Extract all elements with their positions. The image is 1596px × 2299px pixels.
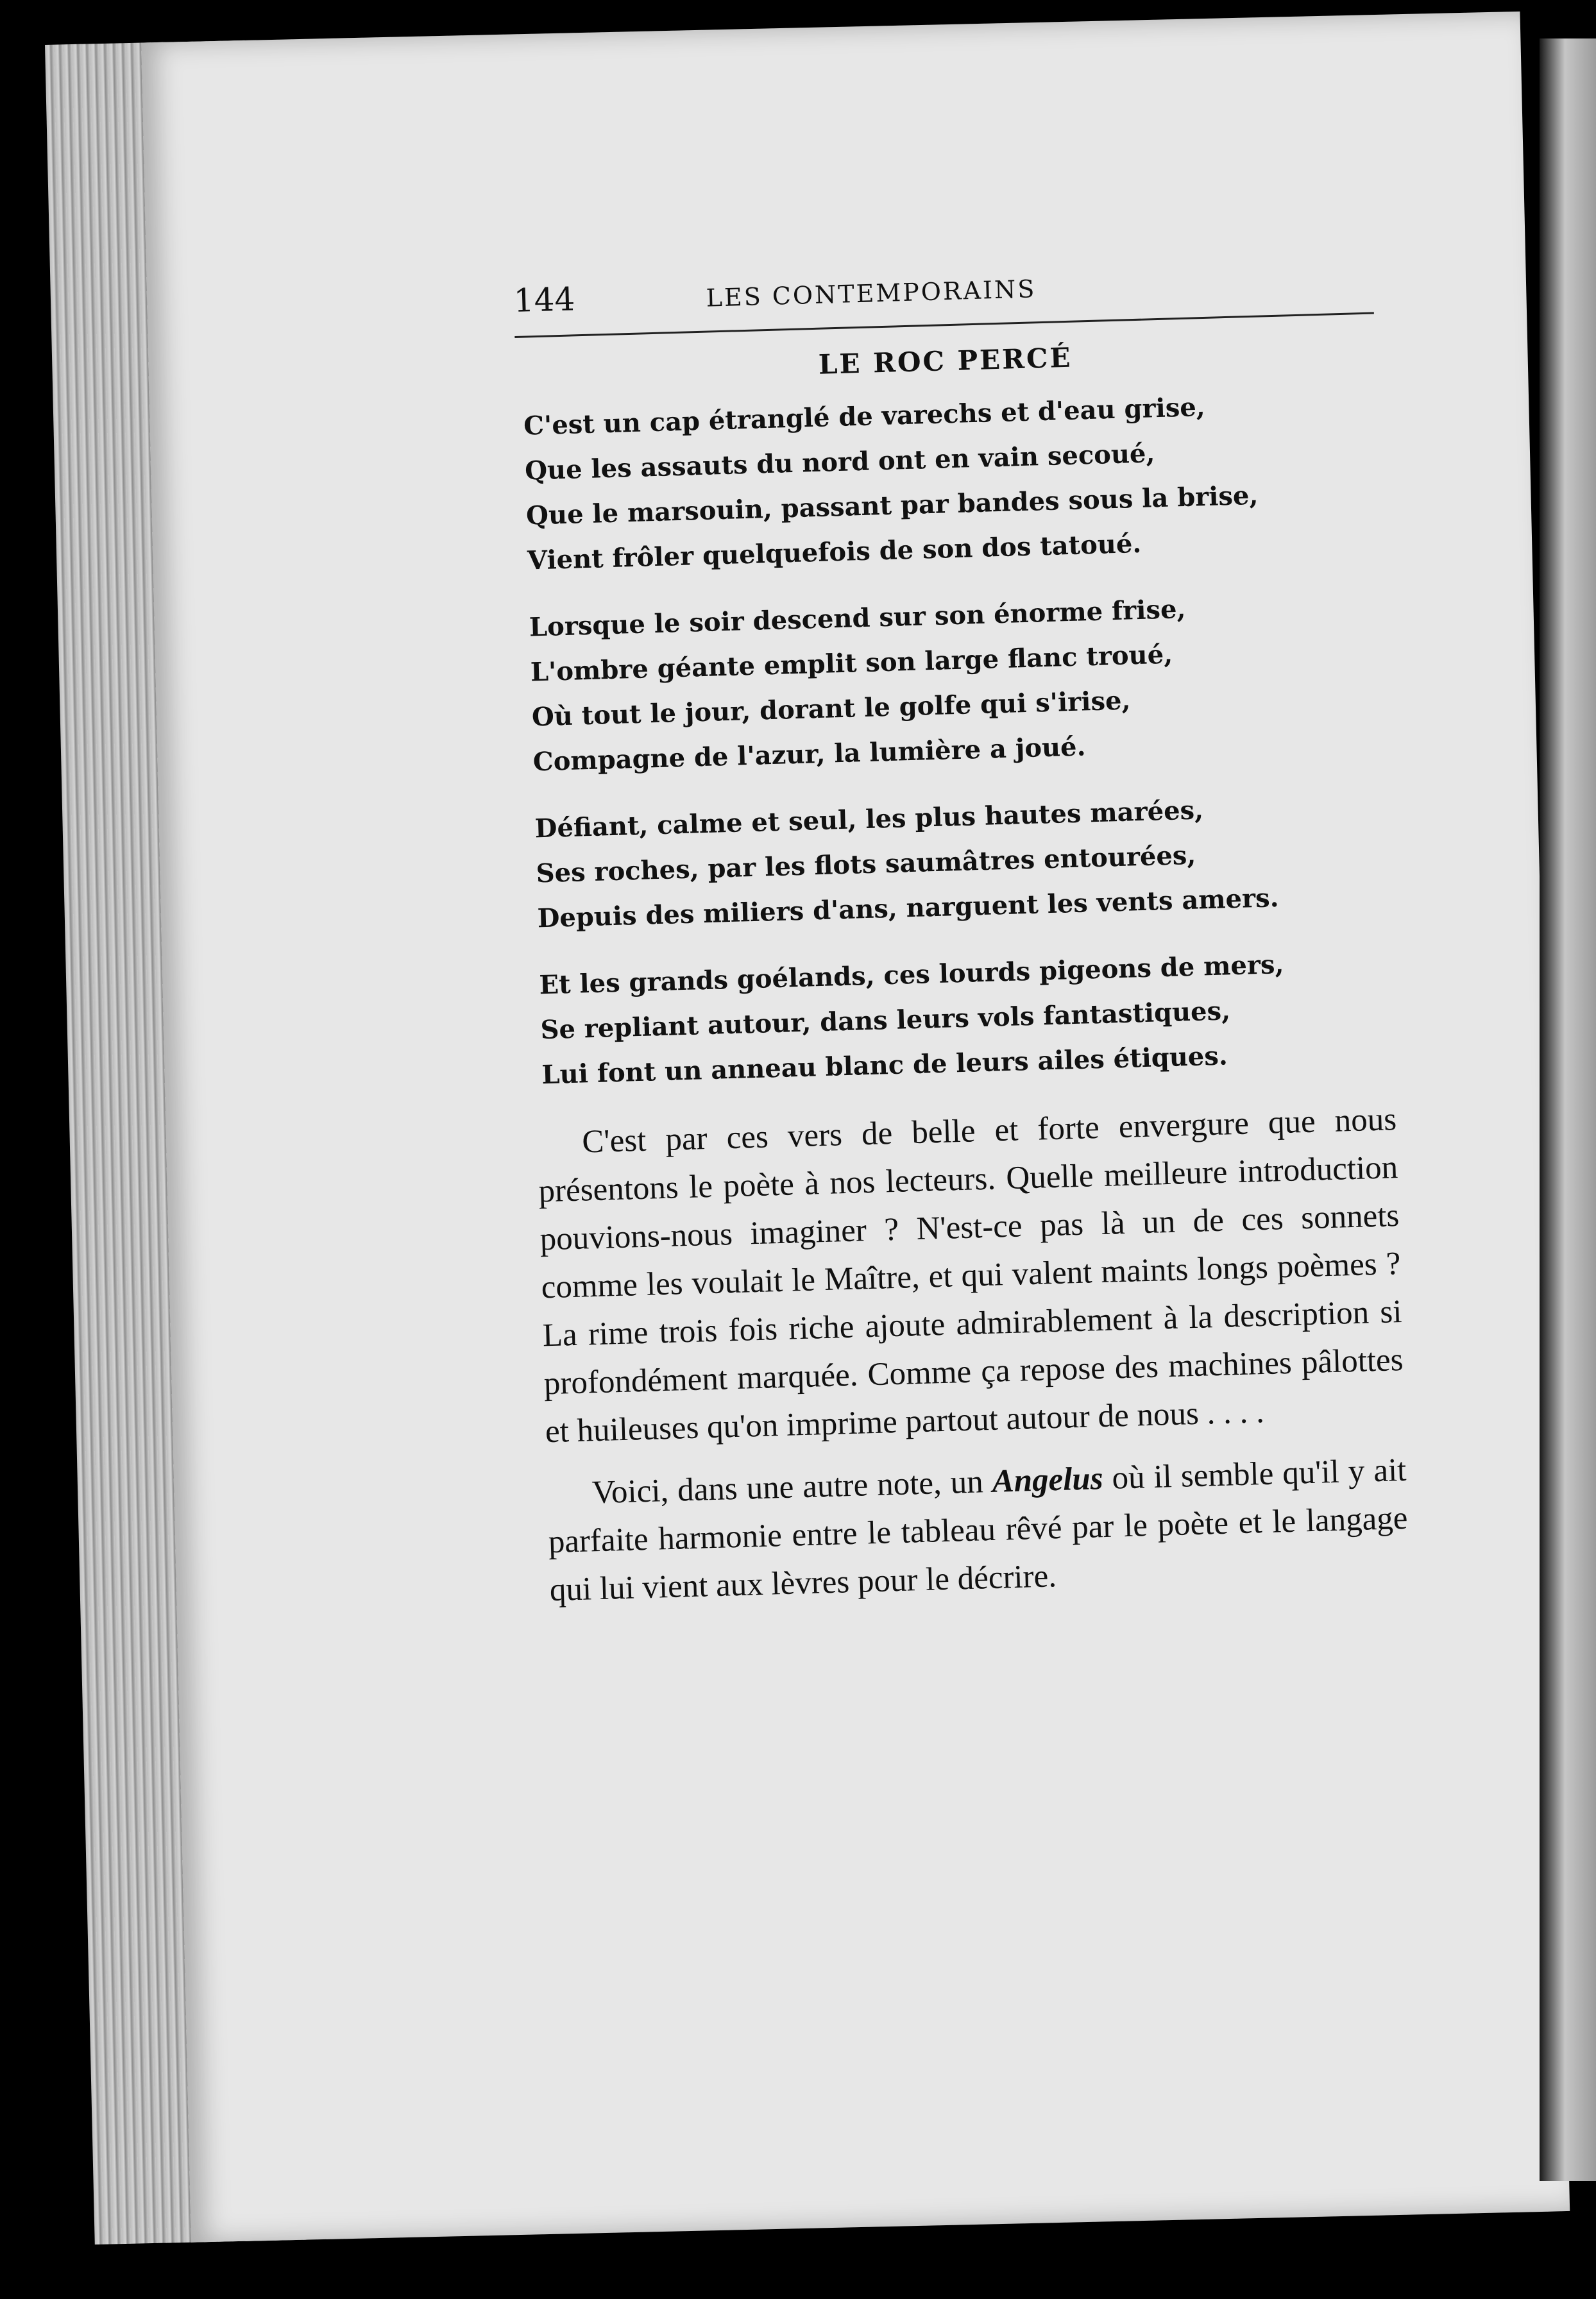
verse-line: Que les assauts du nord ont en vain secoué,: [524, 438, 1155, 486]
paragraph: [547, 1446, 1410, 1615]
page-number: 144: [513, 280, 576, 319]
page-text: [513, 259, 1410, 1629]
stanza: [523, 380, 1380, 584]
prose: [536, 1096, 1409, 1615]
paragraph-text: où il semble qu'il y ait parfaite harmonie entre le tableau rêvé par le poète et le langage qui lui vient aux lèvres pour le décrire.: [548, 1452, 1409, 1609]
verse-line: C'est un cap étranglé de varechs et d'eau grise,: [523, 391, 1206, 441]
verse-line: L'ombre géante emplit son large flanc troué,: [530, 639, 1173, 688]
verse-line: Lorsque le soir descend sur son énorme frise,: [529, 593, 1186, 643]
paragraph-text: Voici, dans une autre note, un: [591, 1463, 993, 1511]
running-title: LES CONTEMPORAINS: [706, 275, 1037, 312]
verse-line: Se repliant autour, dans leurs vols fantastiques,: [539, 996, 1231, 1046]
verse-line: Défiant, calme et seul, les plus hautes marées,: [534, 795, 1204, 844]
stanza: [529, 581, 1386, 785]
verse-line: Et les grands goélands, ces lourds pigeons de mers,: [538, 949, 1285, 1001]
stanza: [534, 783, 1391, 941]
next-page-edge: [1540, 38, 1596, 2181]
verse-line: Vient frôler quelquefois de son dos tatoué.: [527, 528, 1142, 576]
stanza: [539, 939, 1395, 1098]
italic-title: Angelus: [991, 1461, 1104, 1500]
paragraph: C'est par ces vers de belle et forte envergure que nous présentons le poète à nos lecteurs. Quelle meilleure introduction pouvions-nous imaginer ? N'est-ce pas là un de ces sonnets comme les voulait le Maître, et qui valent maints longs poèmes ? La rime trois fois riche ajoute admirablement à la description si profondément marquée. Comme ça repose des machines pâlottes et huileuses qu'on imprime partout autour de nous . . . .: [538, 1101, 1404, 1450]
verse-line: Que le marsouin, passant par bandes sous la brise,: [525, 480, 1259, 531]
verse-line: Où tout le jour, dorant le golfe qui s'irise,: [531, 685, 1131, 733]
verse-line: Lui font un anneau blanc de leurs ailes étiques.: [541, 1040, 1228, 1090]
verse-line: Compagne de l'azur, la lumière a joué.: [532, 731, 1087, 777]
poem: [516, 380, 1395, 1098]
verse-line: Depuis des miliers d'ans, narguent les vents amers.: [537, 883, 1280, 934]
verse-line: Ses roches, par les flots saumâtres entourées,: [536, 840, 1196, 889]
poem-title: LE ROC PERCÉ: [818, 341, 1073, 380]
